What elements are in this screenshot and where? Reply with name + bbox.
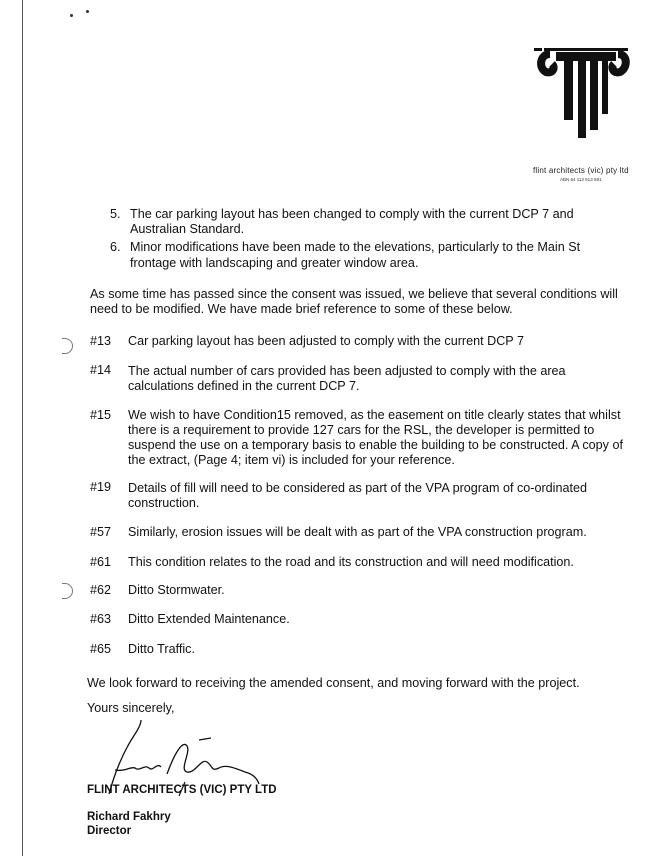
condition-text: Ditto Stormwater.: [128, 583, 225, 597]
condition-text: This condition relates to the road and its construction and will need modification.: [128, 555, 574, 569]
punch-hole-mark: [62, 583, 73, 599]
condition-text: construction.: [128, 496, 200, 510]
condition-text: the extract, (Page 4; item vi) is included for your reference.: [128, 453, 455, 467]
intro-paragraph-line: need to be modified. We have made brief reference to some of these below.: [90, 302, 513, 316]
condition-text: Details of fill will need to be considered as part of the VPA program of co-ordinated: [128, 481, 587, 495]
list-item-number: 5.: [110, 207, 121, 221]
punch-hole-mark: [62, 338, 73, 354]
flint-architects-logo: [530, 38, 630, 144]
condition-number: #65: [90, 642, 112, 656]
scan-speck: [70, 14, 73, 17]
list-item-line: frontage with landscaping and greater window area.: [130, 256, 419, 270]
signatory-title: Director: [87, 825, 132, 837]
scan-edge-line: [22, 0, 23, 856]
closing-line: We look forward to receiving the amended consent, and moving forward with the project.: [87, 676, 580, 690]
salutation: Yours sincerely,: [87, 701, 175, 715]
condition-number: #61: [90, 555, 112, 569]
condition-text: Ditto Extended Maintenance.: [128, 612, 290, 626]
condition-number: #63: [90, 612, 112, 626]
condition-number: #14: [90, 363, 112, 377]
condition-text: calculations defined in the current DCP 7.: [128, 379, 360, 393]
condition-text: Car parking layout has been adjusted to comply with the current DCP 7: [128, 334, 524, 348]
condition-number: #19: [90, 480, 112, 494]
list-item-line: The car parking layout has been changed to comply with the current DCP 7 and: [130, 207, 574, 221]
firm-name: flint architects (vic) pty ltd: [533, 166, 629, 175]
condition-text: suspend the use on a temporary basis to enable the building to be constructed. A copy of: [128, 438, 623, 452]
signatory-company: FLINT ARCHITECTS (VIC) PTY LTD: [87, 784, 277, 796]
intro-paragraph-line: As some time has passed since the consent was issued, we believe that several conditions will: [90, 287, 618, 301]
condition-number: #62: [90, 583, 112, 597]
scan-speck: [86, 10, 89, 13]
condition-number: #57: [90, 525, 112, 539]
signatory-name: Richard Fakhry: [87, 811, 171, 823]
condition-text: We wish to have Condition15 removed, as the easement on title clearly states that whilst: [128, 408, 621, 422]
list-item-line: Australian Standard.: [130, 222, 245, 236]
firm-abn: ABN 64 113 513 591: [560, 177, 602, 182]
condition-text: there is a requirement to provide 127 cars for the RSL, the developer is permitted to: [128, 423, 595, 437]
condition-text: Ditto Traffic.: [128, 642, 195, 656]
condition-number: #13: [90, 334, 112, 348]
list-item-line: Minor modifications have been made to the elevations, particularly to the Main St: [130, 240, 581, 254]
condition-number: #15: [90, 408, 112, 422]
list-item-number: 6.: [110, 240, 121, 254]
condition-text: Similarly, erosion issues will be dealt with as part of the VPA construction program.: [128, 525, 587, 539]
condition-text: The actual number of cars provided has been adjusted to comply with the area: [128, 364, 566, 378]
